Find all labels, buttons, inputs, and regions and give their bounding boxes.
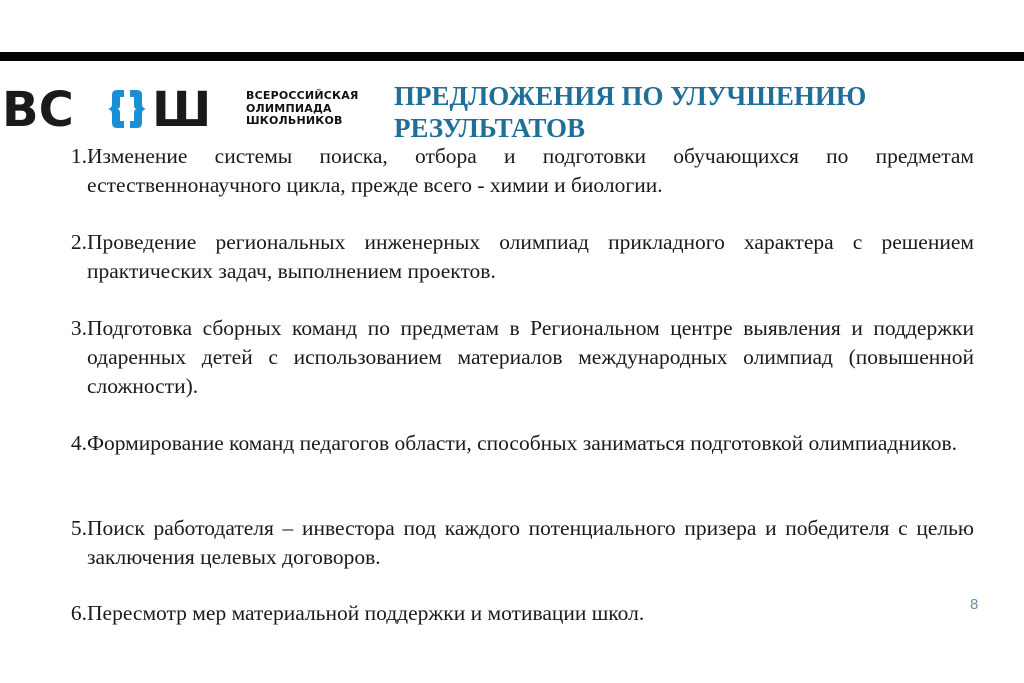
page-number: 8 <box>970 596 979 613</box>
item-number: 6. <box>70 601 87 625</box>
logo-mark-graphic <box>2 86 224 132</box>
item-text: Проведение региональных инженерных олимпиад прикладного характера с решением практических задач, выполнением проектов. <box>87 230 974 283</box>
logo-text-line-1: ВСЕРОССИЙСКАЯ <box>246 89 359 103</box>
logo-mark <box>2 86 224 132</box>
logo-letter-right: Ш <box>152 86 212 132</box>
item-number: 5. <box>70 516 87 540</box>
item-text: Изменение системы поиска, отбора и подготовки обучающихся по предметам естественнонаучного цикла, прежде всего - химии и биологии. <box>87 144 974 197</box>
logo-text-line-2: ОЛИМПИАДА <box>246 101 332 115</box>
item-text: Поиск работодателя – инвестора под каждого потенциального призера и победителя с целью заключения целевых договоров. <box>87 516 974 569</box>
item-text: Подготовка сборных команд по предметам в Региональном центре выявления и поддержки одаренных детей с использованием материалов международных олимпиад (повышенной сложности). <box>87 316 974 398</box>
logo-left-brace-icon <box>108 90 124 128</box>
top-rule <box>0 52 1024 61</box>
logo-text-line-3: ШКОЛЬНИКОВ <box>246 114 343 128</box>
item-number: 3. <box>70 316 87 340</box>
list-item <box>58 429 974 458</box>
logo-letters-left: ВС <box>2 86 74 132</box>
list-item <box>58 228 974 286</box>
logo-wordmark <box>246 90 359 128</box>
vsosh-logo <box>2 86 359 132</box>
list-item <box>58 599 974 628</box>
slide-title: ПРЕДЛОЖЕНИЯ ПО УЛУЧШЕНИЮ РЕЗУЛЬТАТОВ <box>394 81 867 143</box>
item-number: 2. <box>70 230 87 254</box>
logo-right-brace-icon <box>130 90 146 128</box>
list-item <box>58 314 974 401</box>
item-text: Формирование команд педагогов области, способных заниматься подготовкой олимпиадников. <box>87 431 957 455</box>
list-item <box>58 142 974 200</box>
list-item <box>58 514 974 572</box>
item-text: Пересмотр мер материальной поддержки и мотивации школ. <box>87 601 645 625</box>
item-number: 4. <box>70 431 87 455</box>
item-number: 1. <box>70 144 87 168</box>
